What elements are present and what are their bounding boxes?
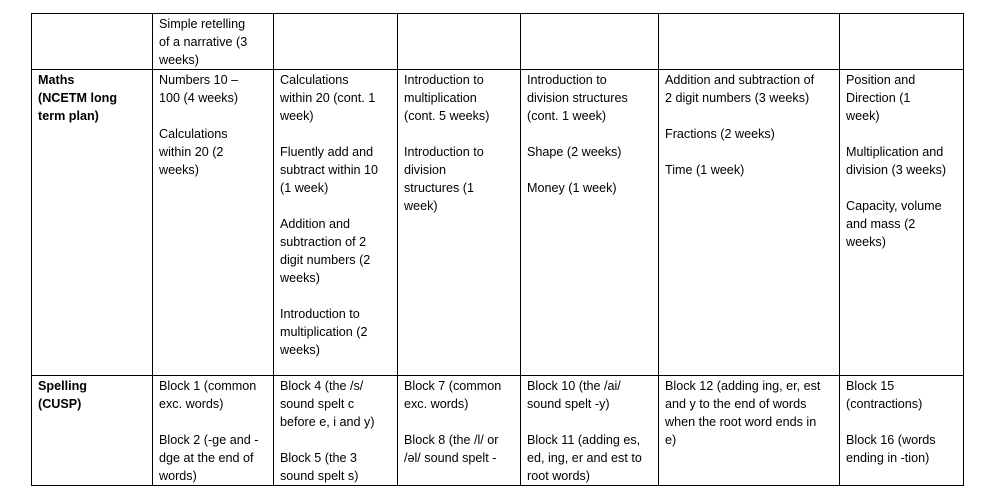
table-cell (659, 376, 840, 486)
table-row (32, 376, 964, 486)
cell-entry: Numbers 10 – 100 (4 weeks) (159, 73, 239, 105)
cell-entry: Block 4 (the /s/ sound spelt c before e, i and y) (280, 379, 375, 429)
cell-entry: Position and Direction (1 week) (846, 73, 916, 123)
table-cell (153, 376, 274, 486)
cell-entry: Fluently add and subtract within 10 (1 week) (280, 145, 379, 195)
cell-entry: Time (1 week) (665, 163, 745, 177)
table-cell (398, 70, 521, 376)
cell-entry: Block 11 (adding es, ed, ing, er and est to root words) (527, 433, 642, 483)
table-cell (659, 14, 840, 70)
cell-entry: Calculations within 20 (cont. 1 week) (280, 73, 376, 123)
row-header-cell (32, 70, 153, 376)
table-cell (521, 70, 659, 376)
cell-entry: Block 7 (common exc. words) (404, 379, 502, 411)
cell-entry: Fractions (2 weeks) (665, 127, 775, 141)
table-cell (659, 70, 840, 376)
cell-entry: Block 5 (the 3 sound spelt s) (280, 451, 359, 483)
table-cell (274, 376, 398, 486)
table-cell (398, 14, 521, 70)
row-header-label: Maths (NCETM long term plan) (38, 73, 118, 123)
cell-entry: Block 16 (words ending in -tion) (846, 433, 936, 465)
cell-entry: Block 1 (common exc. words) (159, 379, 257, 411)
table-cell (153, 70, 274, 376)
row-header-cell (32, 376, 153, 486)
curriculum-table (31, 13, 964, 486)
table-row (32, 70, 964, 376)
cell-entry: Introduction to multiplication (2 weeks) (280, 307, 368, 357)
cell-entry: Addition and subtraction of 2 digit numbers (3 weeks) (665, 73, 815, 105)
table-cell (274, 14, 398, 70)
table-cell (274, 70, 398, 376)
cell-entry: Multiplication and division (3 weeks) (846, 145, 947, 177)
cell-entry: Block 15 (contractions) (846, 379, 923, 411)
cell-entry: Simple retelling of a narrative (3 weeks) (159, 17, 248, 67)
table-cell (153, 14, 274, 70)
table-cell (840, 14, 964, 70)
cell-entry: Block 2 (-ge and - dge at the end of words) (159, 433, 259, 483)
cell-entry: Shape (2 weeks) (527, 145, 622, 159)
cell-entry: Introduction to multiplication (cont. 5 weeks) (404, 73, 490, 123)
cell-entry: Introduction to division structures (1 week) (404, 145, 484, 213)
table-cell (840, 376, 964, 486)
cell-entry: Money (1 week) (527, 181, 617, 195)
table-cell (840, 70, 964, 376)
table-cell (521, 376, 659, 486)
cell-entry: Capacity, volume and mass (2 weeks) (846, 199, 942, 249)
cell-entry: Addition and subtraction of 2 digit numbers (2 weeks) (280, 217, 371, 285)
row-header-cell (32, 14, 153, 70)
table-row (32, 14, 964, 70)
table-cell (398, 376, 521, 486)
cell-entry: Block 10 (the /ai/ sound spelt -y) (527, 379, 621, 411)
row-header-label: Spelling (CUSP) (38, 379, 87, 411)
cell-entry: Introduction to division structures (cont. 1 week) (527, 73, 628, 123)
table-cell (521, 14, 659, 70)
cell-entry: Block 8 (the /l/ or /əl/ sound spelt - (404, 433, 499, 465)
cell-entry: Calculations within 20 (2 weeks) (159, 127, 228, 177)
cell-entry: Block 12 (adding ing, er, est and y to the end of words when the root word ends in e) (665, 379, 821, 447)
